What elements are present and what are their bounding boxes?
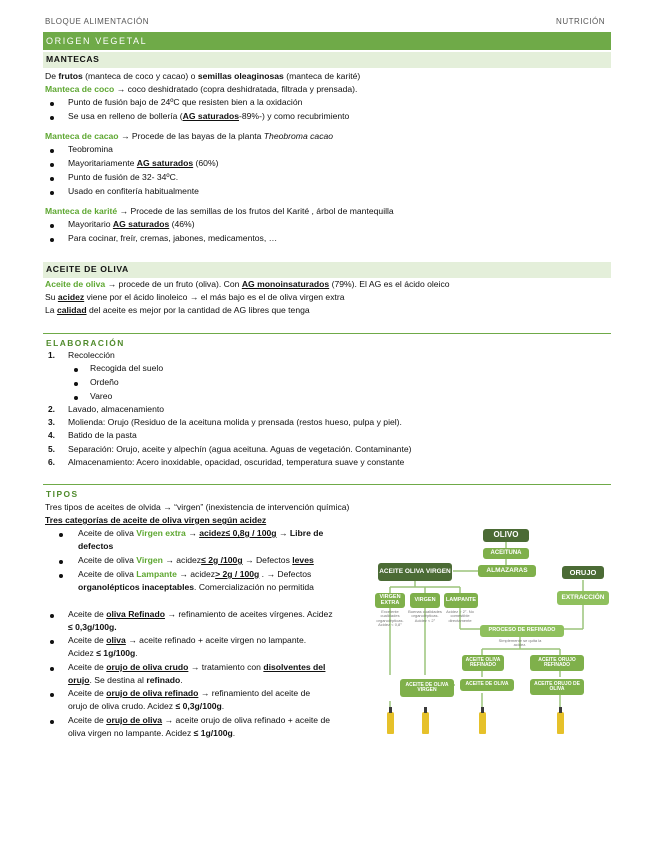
bullet [50,614,54,618]
step-1: Recolección [68,350,115,360]
bottle-icon [422,712,429,734]
box-aceite-orujo-de-oliva: ACEITE ORUJO DE OLIVA [530,679,584,695]
bottle-icon [387,712,394,734]
bullet [59,560,63,564]
orujo-refinado-line-2: orujo de oliva crudo. Acidez ≤ 0,3g/100g. [68,701,225,711]
lampante-line-2: organolépticos inaceptables. Comercialización no permitida [78,582,314,592]
step-number: 5. [48,444,55,454]
note-lampante: Acidez > 2°. No comestible directamente [446,609,474,623]
aceite-line-1: Aceite de oliva → procede de un fruto (oliva). Con AG monoinsaturados (79%). El AG es el ácido oleico [45,279,450,289]
note-refinado: Simplemente se quita la acidez. [498,638,542,648]
box-aceite-de-oliva: ACEITE DE OLIVA [460,679,514,691]
bullet [74,382,78,386]
refinado-line-2: ≤ 0,3g/100g. [68,622,117,632]
orujo-oliva-line: Aceite de orujo de oliva → aceite orujo de oliva refinado + aceite de [68,715,331,725]
bullet [50,116,54,120]
virgen-extra-line-2: defectos [78,541,114,551]
box-aceituna: ACEITUNA [483,548,529,559]
step-6: Almacenamiento: Acero inoxidable, opacidad, oscuridad, temperatura suave y constante [68,457,405,467]
lampante-line: Aceite de oliva Lampante → acidez> 2g / 100g . → Defectos [78,569,312,579]
header-left: BLOQUE ALIMENTACIÓN [45,17,150,26]
note-virgen-extra: Excelente cualidades organolépticas. Acidez < 0,8° [376,609,404,628]
section-elaboracion: ELABORACIÓN [43,333,611,349]
coco-item-2: Se usa en relleno de bollería (AG saturados-89%-) y como recubrimiento [68,111,350,121]
header-right: NUTRICIÓN [556,17,605,26]
step-number: 4. [48,430,55,440]
box-lampante: LAMPANTE [444,593,478,608]
box-aceite-orujo-refinado: ACEITE ORUJO REFINADO [530,655,584,671]
box-aceite-oliva-virgen-2: ACEITE DE OLIVA VIRGEN [400,679,454,697]
step-2: Lavado, almacenamiento [68,404,165,414]
virgen-line: Aceite de oliva Virgen → acidez≤ 2g /100g → Defectos leves [78,555,314,565]
box-aceite-oliva-virgen: ACEITE OLIVA VIRGEN [378,563,452,581]
coco-item-1: Punto de fusión bajo de 24ºC que resisten bien a la oxidación [68,97,303,107]
bottle-icon [479,712,486,734]
cacao-line: Manteca de cacao → Procede de las bayas de la planta Theobroma cacao [45,131,334,141]
box-proceso-refinado: PROCESO DE REFINADO [480,625,564,637]
bullet [59,574,63,578]
subsection-mantecas: MANTECAS [43,52,611,68]
page-header [45,17,610,28]
orujo-oliva-line-2: oliva virgen no lampante. Acidez ≤ 1g/100g. [68,728,236,738]
bullet [50,640,54,644]
cacao-item-3: Punto de fusión de 32- 34ºC. [68,172,179,182]
step-number: 1. [48,350,55,360]
bullet [50,163,54,167]
note-virgen: Buenas cualidades organolépticas. Acidez < 2° [408,609,442,623]
refinado-line: Aceite de oliva Refinado → refinamiento de aceites vírgenes. Acidez [68,609,333,619]
oliva-line: Aceite de oliva → aceite refinado + aceite virgen no lampante. [68,635,307,645]
bullet [50,667,54,671]
bullet [50,177,54,181]
box-extraccion: EXTRACCIÓN [557,591,609,605]
orujo-crudo-line-2: orujo. Se destina al refinado. [68,675,183,685]
bullet [50,238,54,242]
orujo-crudo-line: Aceite de orujo de oliva crudo → tratamiento con disolventes del [68,662,326,672]
step-number: 6. [48,457,55,467]
mantecas-intro: De frutos (manteca de coco y cacao) o semillas oleaginosas (manteca de karité) [45,71,361,81]
box-virgen-extra: VIRGEN EXTRA [375,593,405,608]
oliva-line-2: Acidez ≤ 1g/100g. [68,648,138,658]
cacao-item-4: Usado en confitería habitualmente [68,186,199,196]
karite-line: Manteca de karité → Procede de las semillas de los frutos del Karité , árbol de mantequilla [45,206,394,216]
step-5: Separación: Orujo, aceite y alpechín (agua aceituna. Aguas de vegetación. Contaminante) [68,444,412,454]
box-almazaras: ALMAZARAS [478,565,536,577]
bullet [59,533,63,537]
tipos-line-1: Tres tipos de aceites de olvida → “virgen” (inexistencia de intervención química) [45,502,350,512]
bottle-icon [557,712,564,734]
bullet [50,149,54,153]
olive-oil-diagram [370,525,611,735]
aceite-line-2: Su acidez viene por el ácido linoleico → el más bajo es el de oliva virgen extra [45,292,345,302]
karite-item-2: Para cocinar, freír, cremas, jabones, medicamentos, … [68,233,278,243]
virgen-extra-line: Aceite de oliva Virgen extra → acidez≤ 0,8g / 100g → Libre de [78,528,324,538]
section-tipos: TIPOS [43,484,611,500]
tipos-line-2: Tres categorías de aceite de oliva virgen según acidez [45,515,267,525]
bullet [50,102,54,106]
step-number: 3. [48,417,55,427]
section-origen-vegetal: ORIGEN VEGETAL [43,32,611,50]
bullet [50,693,54,697]
box-olivo: OLIVO [483,529,529,542]
substep-2: Ordeño [90,377,119,387]
substep-3: Vareo [90,391,113,401]
substep-1: Recogida del suelo [90,363,164,373]
step-number: 2. [48,404,55,414]
box-orujo: ORUJO [562,566,604,579]
bullet [50,720,54,724]
coco-line: Manteca de coco → coco deshidratado (copra deshidratada, filtrada y prensada). [45,84,358,94]
cacao-item-1: Teobromina [68,144,113,154]
orujo-refinado-line: Aceite de orujo de oliva refinado → refinamiento del aceite de [68,688,311,698]
box-aceite-oliva-refinado: ACEITE OLIVA REFINADO [462,655,504,671]
aceite-line-3: La calidad del aceite es mejor por la cantidad de AG libres que tenga [45,305,310,315]
subsection-aceite-oliva: ACEITE DE OLIVA [43,262,611,278]
karite-item-1: Mayoritario AG saturados (46%) [68,219,195,229]
bullet [74,368,78,372]
step-3: Molienda: Orujo (Residuo de la aceituna molida y prensada (restos hueso, pulpa y piel). [68,417,402,427]
bullet [50,191,54,195]
step-4: Batido de la pasta [68,430,137,440]
box-virgen: VIRGEN [410,593,440,608]
bullet [50,224,54,228]
bullet [74,396,78,400]
cacao-item-2: Mayoritariamente AG saturados (60%) [68,158,219,168]
